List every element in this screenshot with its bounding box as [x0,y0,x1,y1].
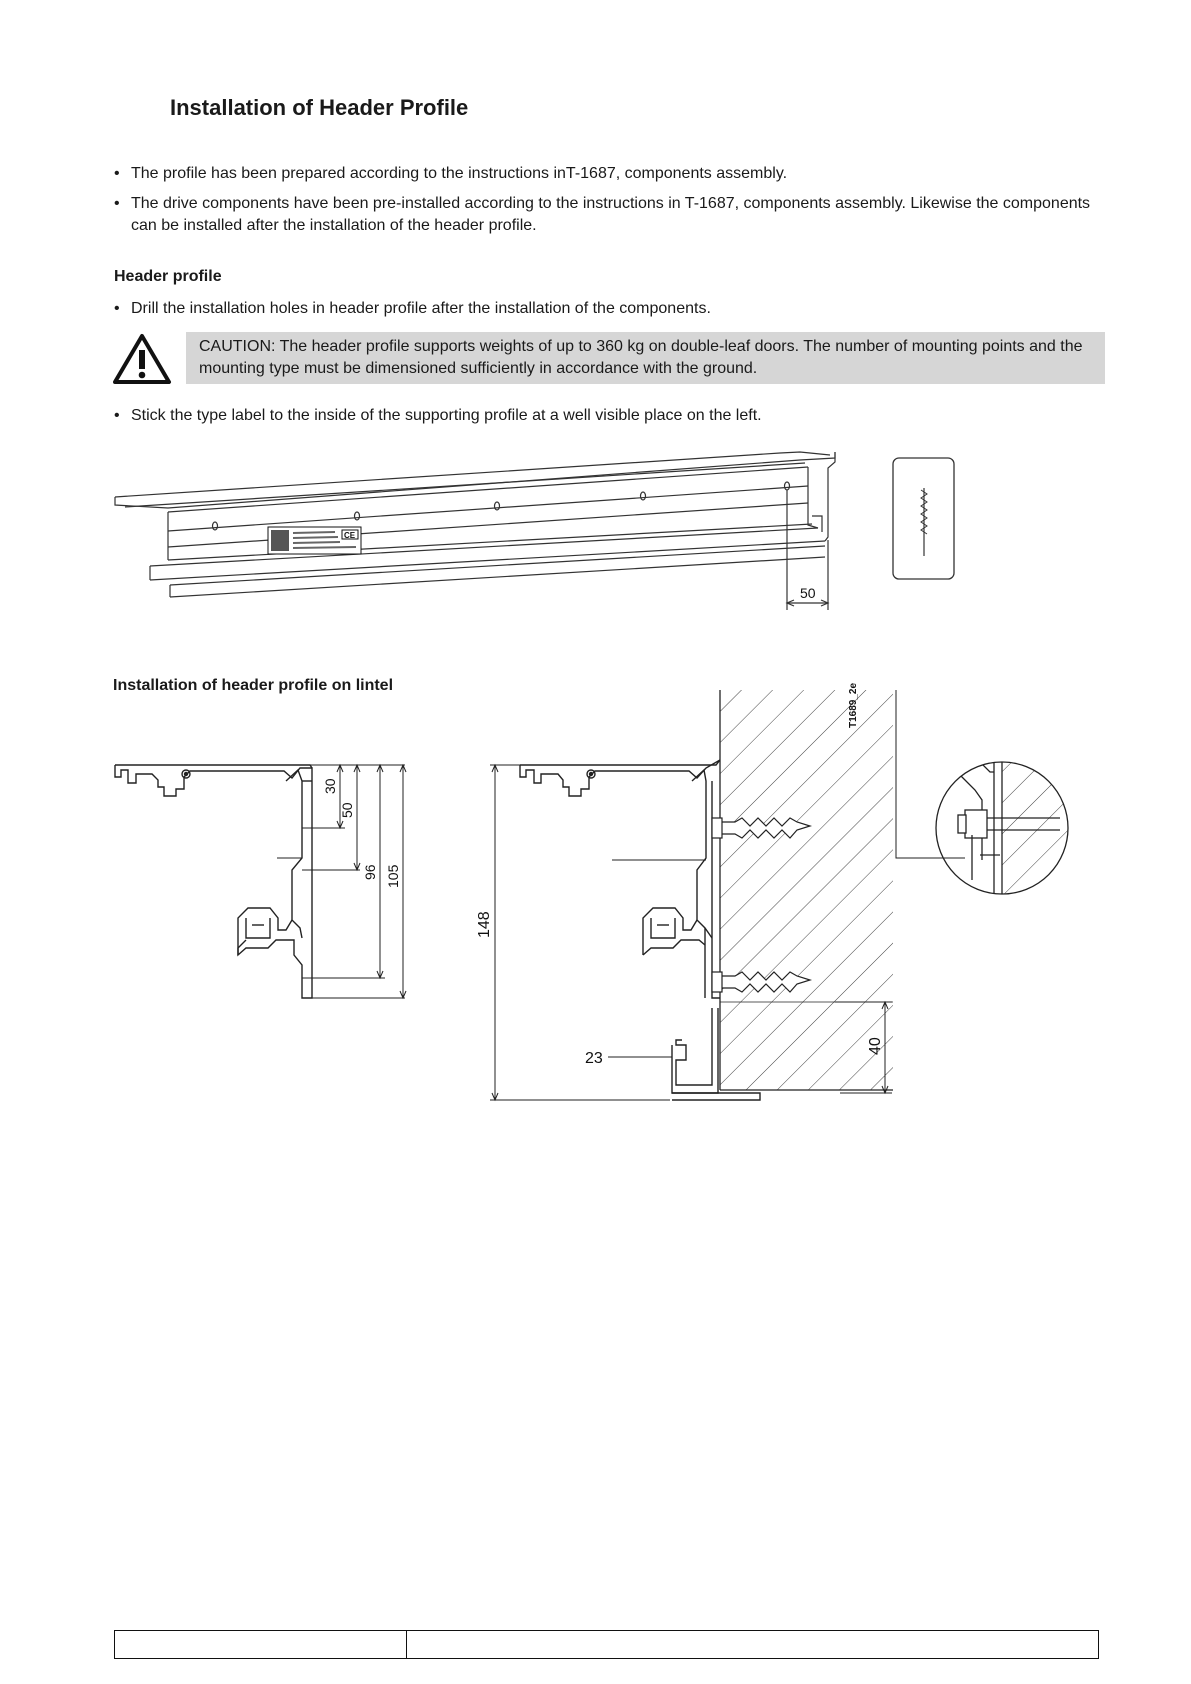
dim-50-left: 50 [339,802,355,818]
drill-bullet: • Drill the installation holes in header profile after the installation of the components. [114,298,1109,320]
svg-text:CE: CE [344,531,356,540]
dim-23: 23 [585,1050,603,1067]
intro-bullet: • The profile has been prepared according to the instructions inT-1687, components assembly. [114,163,1109,185]
dim-105: 105 [385,864,401,888]
intro-bullet: • The drive components have been pre-installed according to the instructions in T-1687, components assembly. Likewise the components can be installed after the installation of the header profile. [114,193,1109,237]
caution-text: CAUTION: The header profile supports weights of up to 360 kg on double-leaf doors. The number of mounting points and the mounting type must be dimensioned sufficiently in accordance with the ground. [199,338,1083,377]
lintel-section-heading: Installation of header profile on lintel [113,677,394,694]
dim-40: 40 [867,1037,884,1055]
footer-cell-right [407,1631,1098,1658]
dim-96: 96 [362,864,378,880]
detail-circle [896,690,1072,900]
label-bullet: • Stick the type label to the inside of the supporting profile at a well visible place on the left. [114,405,1109,427]
page-title: Installation of Header Profile [170,95,469,120]
lintel-wall [720,690,893,1090]
footer-cell-left [115,1631,407,1658]
dim-148: 148 [476,911,493,938]
dim-50: 50 [800,585,816,601]
header-profile-heading: Header profile [114,268,222,285]
drawing-id: T1689_2e [848,682,859,728]
profile-section-left [115,765,312,998]
dim-30: 30 [322,778,338,794]
footer-table [114,1630,1099,1659]
